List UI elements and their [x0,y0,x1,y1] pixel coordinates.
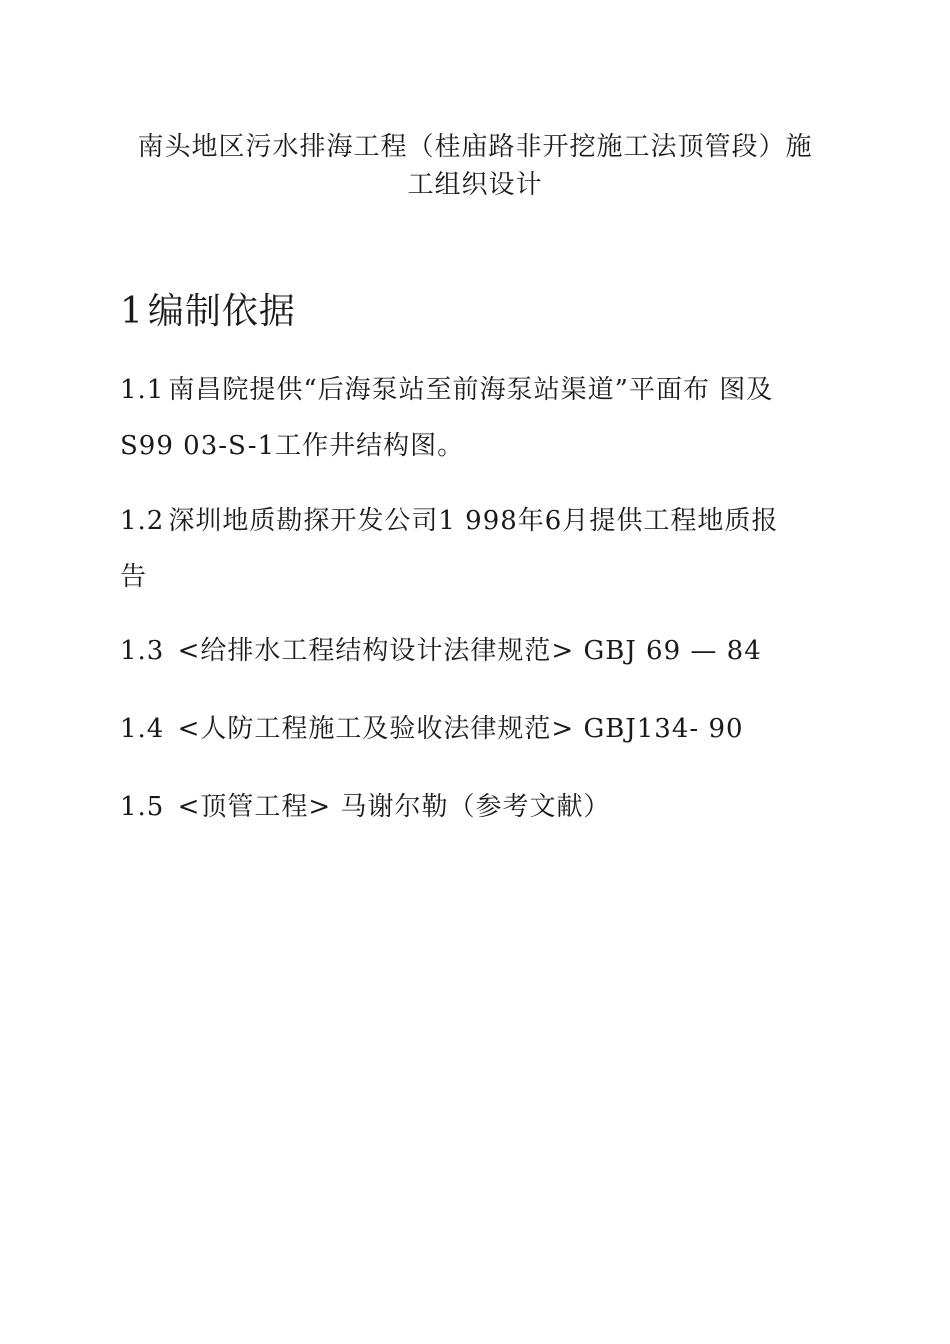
reference-author: 马谢尔勒（参考文献） [340,792,611,822]
item-text: <顶管工程> [168,792,341,822]
reference-item [120,779,832,835]
item-number: 1.3 [120,636,165,666]
item-number: 1.5 [120,792,165,822]
item-text: 南昌院提供“后海泵站至前海泵站渠道”平面布 图及 [168,375,774,405]
title-line-2: 工组织设计 [407,170,543,200]
item-text-continued: S99 03-S-1工作井结构图。 [120,431,465,461]
section-heading [120,287,296,337]
item-text: <给排水工程结构设计法律规范> [168,636,584,666]
reference-item-line [120,493,832,549]
reference-item [120,701,832,757]
item-number: 1.1 [120,375,165,405]
item-text-continued: 告 [120,562,148,592]
item-text: 深圳地质勘探开发公司1 998年6月提供工程地质报 [168,506,779,536]
title-line-1: 南头地区污水排海工程（桂庙路非开挖施工法顶管段）施 [137,132,813,162]
document-title [118,128,832,204]
reference-item-line [120,362,832,418]
standard-code: GBJ 69 — 84 [583,636,762,666]
item-number: 1.2 [120,506,165,536]
section-number: 1 [120,291,144,332]
section-title: 编制依据 [147,291,296,332]
standard-code: GBJ134- 90 [583,714,744,744]
reference-item [120,362,832,474]
item-text: <人防工程施工及验收法律规范> [168,714,584,744]
reference-item [120,493,832,605]
item-number: 1.4 [120,714,165,744]
reference-item [120,623,832,679]
